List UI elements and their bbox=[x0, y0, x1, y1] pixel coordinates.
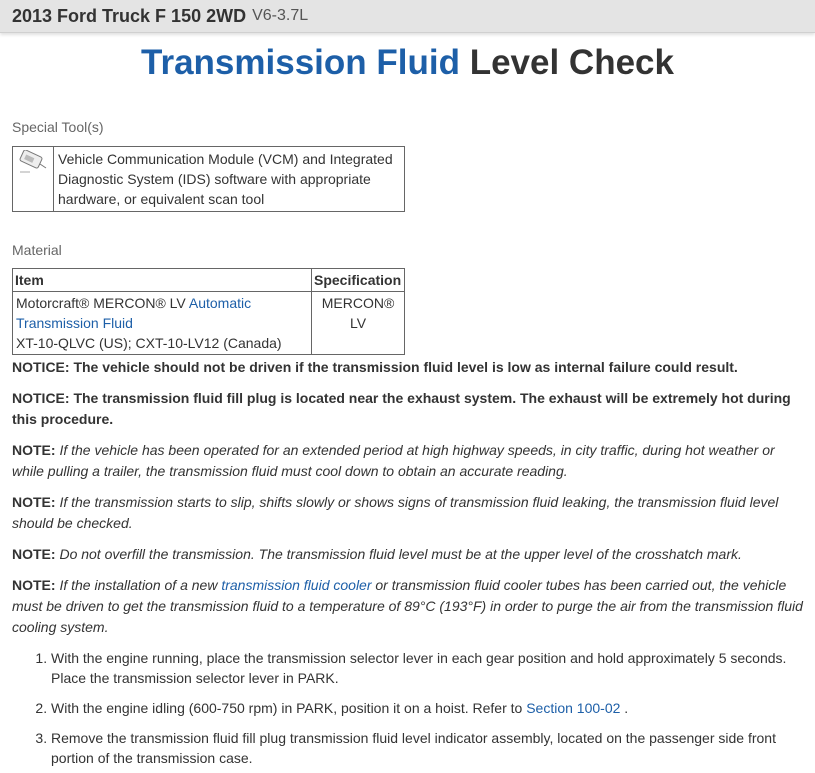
page-title bbox=[0, 41, 815, 85]
note-keyword: NOTE: bbox=[12, 494, 56, 510]
transmission-fluid-cooler-link[interactable]: transmission fluid cooler bbox=[221, 577, 372, 593]
tool-icon-cell bbox=[13, 147, 54, 212]
note-cooler bbox=[12, 575, 803, 638]
material-item-codes: XT-10-QLVC (US); CXT-10-LV12 (Canada) bbox=[16, 335, 282, 351]
table-header-row bbox=[13, 269, 405, 292]
note-text: If the transmission starts to slip, shifts slowly or shows signs of transmission fluid leaking, the transmission fluid level should be checked. bbox=[12, 494, 779, 531]
note-text bbox=[12, 577, 803, 635]
notice-not-driven: NOTICE: The vehicle should not be driven if the transmission fluid level is low as internal failure could result. bbox=[12, 359, 738, 375]
section-100-02-link[interactable]: Section 100-02 bbox=[526, 700, 621, 716]
material-label: Material bbox=[12, 242, 62, 258]
note-slip bbox=[12, 492, 803, 534]
vehicle-header bbox=[0, 0, 815, 33]
step-text: With the engine idling (600-750 rpm) in PARK, position it on a hoist. Refer to bbox=[51, 700, 527, 716]
note-cool-down bbox=[12, 440, 803, 482]
vcm-device-icon bbox=[16, 150, 50, 176]
note-keyword: NOTE: bbox=[12, 577, 56, 593]
notice-fill-plug-hot: NOTICE: The transmission fluid fill plug is located near the exhaust system. The exhaust will be extremely hot during this procedure. bbox=[12, 390, 791, 427]
table-row bbox=[13, 292, 405, 355]
note-text: If the vehicle has been operated for an extended period at high highway speeds, in city traffic, during hot weather or while pulling a trailer, the transmission fluid must cool down to obtain an accurate reading. bbox=[12, 442, 775, 479]
special-tools-label: Special Tool(s) bbox=[12, 119, 104, 135]
column-header-item: Item bbox=[13, 269, 312, 292]
procedure-steps bbox=[12, 648, 803, 768]
note-text-part: If the installation of a new bbox=[59, 577, 222, 593]
column-header-specification: Specification bbox=[312, 269, 405, 292]
material-spec-cell: MERCON® LV bbox=[312, 292, 405, 355]
page-title-secondary: Level Check bbox=[469, 43, 674, 82]
special-tools-table bbox=[12, 146, 405, 212]
table-row bbox=[13, 147, 405, 212]
note-overfill bbox=[12, 544, 803, 565]
list-item: 1. With the engine running, place the transmission selector lever in each gear position and hold approximately 5 seconds. Place the transmission selector lever in PARK. bbox=[51, 648, 803, 688]
vehicle-engine: V6-3.7L bbox=[252, 7, 309, 24]
list-item bbox=[51, 698, 803, 718]
automatic-transmission-fluid-link[interactable]: Automatic Transmission Fluid bbox=[16, 295, 252, 331]
note-keyword: NOTE: bbox=[12, 546, 56, 562]
note-keyword: NOTE: bbox=[12, 442, 56, 458]
note-text-part: or transmission fluid cooler tubes has been carried out, the vehicle must be driven to get the transmission fluid to a temperature of 89°C (193°F) in order to purge the air from the transmission fluid cooling system. bbox=[12, 577, 803, 635]
page-title-primary: Transmission Fluid bbox=[141, 43, 460, 82]
material-table bbox=[12, 268, 405, 355]
step-text: . bbox=[620, 700, 629, 716]
procedure-content bbox=[0, 119, 815, 768]
material-item-cell bbox=[13, 292, 312, 355]
material-item-name: Motorcraft® MERCON® LV bbox=[16, 295, 189, 311]
vehicle-title: 2013 Ford Truck F 150 2WD bbox=[12, 5, 247, 26]
tool-description: Vehicle Communication Module (VCM) and Integrated Diagnostic System (IDS) software with appropriate hardware, or equivalent scan tool bbox=[54, 147, 405, 212]
list-item: 3. Remove the transmission fluid fill plug transmission fluid level indicator assembly, located on the passenger side front portion of the transmission case. bbox=[51, 728, 803, 768]
note-text: Do not overfill the transmission. The transmission fluid level must be at the upper level of the crosshatch mark. bbox=[59, 546, 742, 562]
